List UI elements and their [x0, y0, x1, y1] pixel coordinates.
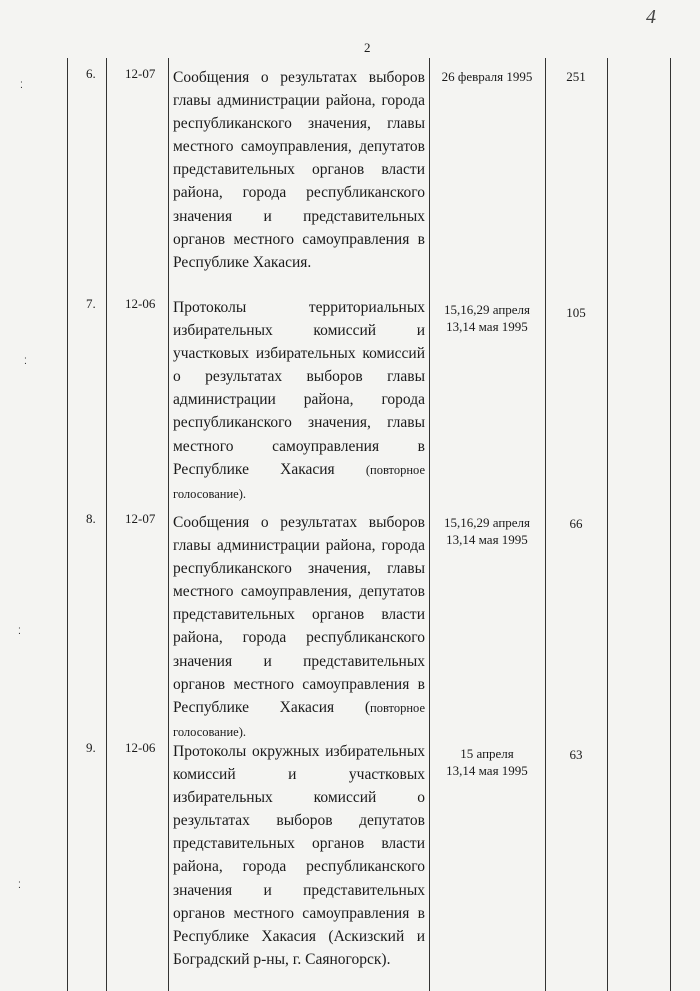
row-description: Сообщения о результатах выборов главы администрации района, города республиканского значения, главы местного самоуправления, депутатов представительных органов власти района, города республиканского значения и представительных органов местного самоуправления в Республике Хакасия (повторное голосование).: [173, 514, 425, 739]
table-rule: [168, 58, 169, 991]
scan-speck: ⁚: [20, 80, 23, 90]
scan-speck: ⁚: [18, 626, 21, 636]
row-code: 12-07: [125, 511, 156, 526]
row-code: 12-07: [125, 66, 156, 81]
table-rule: [429, 58, 430, 991]
table-rule: [67, 58, 68, 991]
table-rule: [607, 58, 608, 991]
row-number: 9.: [86, 740, 96, 755]
table-rule: [670, 58, 671, 991]
row-number: 8.: [86, 511, 96, 526]
row-description: Сообщения о результатах выборов главы администрации района, города республиканского значения, главы местного самоуправления, депутатов представительных органов власти района, города республиканского значения и представительных органов местного самоуправления в Республике Хакасия.: [173, 69, 425, 271]
corner-sheet-mark: 4: [646, 6, 656, 28]
table-rule: [545, 58, 546, 991]
row-sheet-count: 251: [566, 69, 586, 84]
row-number: 7.: [86, 296, 96, 311]
row-description: Протоколы территориальных избирательных комиссий и участковых избирательных комиссий о результатах выборов главы администрации района, города республиканского значения, главы местного самоуправления в Республике Хакасия (повторное голосование).: [173, 299, 425, 501]
row-number: 6.: [86, 66, 96, 81]
scan-speck: ⁚: [18, 880, 21, 890]
row-date: 15,16,29 апреля 13,14 мая 1995: [443, 302, 531, 334]
row-date: 26 февраля 1995: [441, 69, 533, 84]
row-code: 12-06: [125, 296, 156, 311]
table-rule: [106, 58, 107, 991]
row-description: Протоколы окружных избирательных комиссий и участковых избирательных комиссий о результатах выборов депутатов представительных органов власти района, города республиканского значения и представительных органов местного самоуправления в Республике Хакасия (Аскизский и Боградский р-ны, г. Саяногорск).: [173, 743, 425, 968]
row-sheet-count: 63: [569, 747, 583, 762]
row-sheet-count: 105: [566, 305, 586, 320]
row-code: 12-06: [125, 740, 156, 755]
row-date: 15,16,29 апреля 13,14 мая 1995: [443, 515, 531, 547]
row-date: 15 апреля 13,14 мая 1995: [446, 746, 528, 778]
row-sheet-count: 66: [569, 516, 583, 531]
page-number: 2: [364, 40, 371, 55]
scan-speck: ⁚: [24, 356, 27, 366]
